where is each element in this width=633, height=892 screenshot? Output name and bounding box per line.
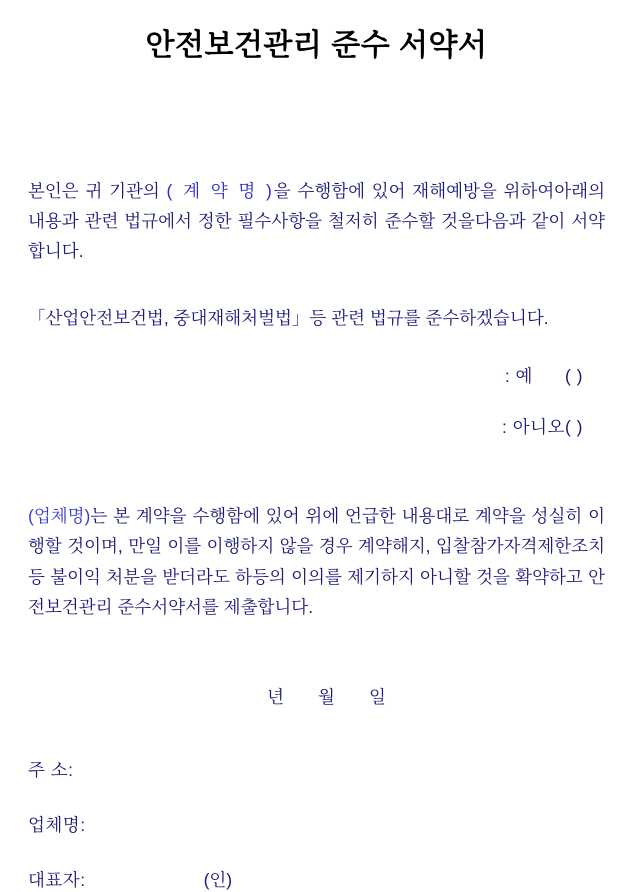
answer-yes-label: : 예 [504, 366, 533, 387]
field-address-label: 주 소: [28, 759, 74, 780]
paragraph-1-before: 본인은 귀 기관의 [28, 181, 167, 201]
answer-no-label: : 아니오 [502, 417, 565, 438]
date-line [28, 684, 605, 709]
answer-no-row [28, 414, 605, 439]
paragraph-1-after: 을 수행함에 있어 재해예방을 위하여아래의 내용과 관련 법규에서 정한 필수사항을 철저히 준수할 것을다음과 같이 서약합니다. [28, 181, 605, 262]
field-address [28, 757, 605, 782]
pledge-paragraph-1 [28, 176, 605, 266]
field-company-label: 업체명: [28, 814, 86, 835]
field-company [28, 812, 605, 837]
paragraph-3-text: 는 본 계약을 수행함에 있어 위에 언급한 내용대로 계약을 성실히 이행할 것이며, 만일 이를 이행하지 않을 경우 계약해지, 입찰참가자격제한조치 등 불이익 처분을 받더라도 하등의 이의를 제기하지 아니할 것을 확약하고 안전보건관리 준수서약서를 제출합니다. [28, 506, 605, 617]
pledge-paragraph-3 [28, 501, 605, 621]
page-title: 안전보건관리 준수 서약서 [145, 29, 488, 62]
pledge-paragraph-2: 「산업안전보건법, 중대재해처벌법」등 관련 법규를 준수하겠습니다. [28, 308, 549, 329]
answer-yes-row [28, 363, 605, 388]
date-year-label: 년 [267, 686, 285, 707]
field-representative-seal: (인) [203, 869, 233, 890]
date-month-label: 월 [318, 686, 335, 707]
answer-no-checkbox[interactable]: ( ) [564, 417, 583, 438]
date-day-label: 일 [368, 686, 386, 707]
answer-yes-checkbox[interactable]: ( ) [564, 366, 583, 387]
contract-name-placeholder: ( 계 약 명 ) [166, 181, 274, 201]
field-representative [28, 867, 605, 892]
company-name-placeholder: (업체명) [28, 506, 91, 527]
field-representative-label: 대표자: [28, 869, 86, 890]
